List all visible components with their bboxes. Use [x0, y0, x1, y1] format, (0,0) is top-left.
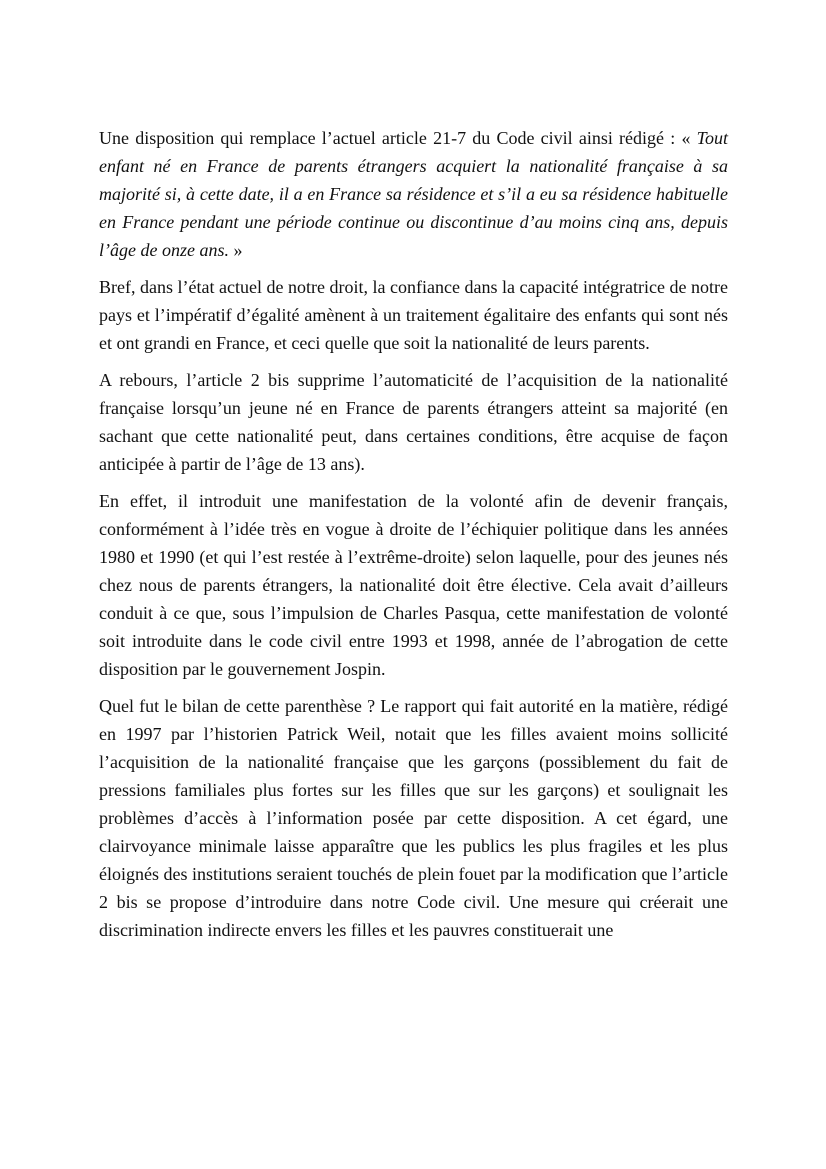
- paragraph-bilan: Quel fut le bilan de cette parenthèse ? Le rapport qui fait autorité en la matière, rédigé en 1997 par l’historien Patrick Weil, notait que les filles avaient moins sollicité l’acquisition de la nationalité française que les garçons (possiblement du fait de pressions familiales plus fortes sur les filles que sur les garçons) et soulignait les problèmes d’accès à l’information posée par cette disposition. A cet égard, une clairvoyance minimale laisse apparaître que les publics les plus fragiles et les plus éloignés des institutions seraient touchés de plein fouet par la modification que l’article 2 bis se propose d’introduire dans notre Code civil. Une mesure qui créerait une discrimination indirecte envers les filles et les pauvres constituerait une: [99, 696, 728, 940]
- paragraph-article-21-7: [99, 124, 728, 264]
- paragraph-intro-text: Une disposition qui remplace l’actuel article 21-7 du Code civil ainsi rédigé :: [99, 128, 682, 148]
- quoted-article-text: Tout enfant né en France de parents étrangers acquiert la nationalité française à sa majorité si, à cette date, il a en France sa résidence et s’il a eu sa résidence habituelle en France pendant une période continue ou discontinue d’au moins cinq ans, depuis l’âge de onze ans.: [99, 128, 728, 260]
- open-quote: «: [681, 128, 697, 148]
- close-quote: »: [228, 240, 243, 260]
- paragraph-en-effet: En effet, il introduit une manifestation de la volonté afin de devenir français, conformément à l’idée très en vogue à droite de l’échiquier politique dans les années 1980 et 1990 (et qui l’est restée à l’extrême-droite) selon laquelle, pour des jeunes nés chez nous de parents étrangers, la nationalité doit être élective. Cela avait d’ailleurs conduit à ce que, sous l’impulsion de Charles Pasqua, cette manifestation de volonté soit introduite dans le code civil entre 1993 et 1998, année de l’abrogation de cette disposition par le gouvernement Jospin.: [99, 491, 728, 679]
- paragraph-a-rebours: A rebours, l’article 2 bis supprime l’automaticité de l’acquisition de la nationalité française lorsqu’un jeune né en France de parents étrangers atteint sa majorité (en sachant que cette nationalité peut, dans certaines conditions, être acquise de façon anticipée à partir de l’âge de 13 ans).: [99, 370, 728, 474]
- paragraph-bref: Bref, dans l’état actuel de notre droit, la confiance dans la capacité intégratrice de notre pays et l’impératif d’égalité amènent à un traitement égalitaire des enfants qui sont nés et ont grandi en France, et ceci quelle que soit la nationalité de leurs parents.: [99, 277, 728, 353]
- document-body: [99, 124, 728, 953]
